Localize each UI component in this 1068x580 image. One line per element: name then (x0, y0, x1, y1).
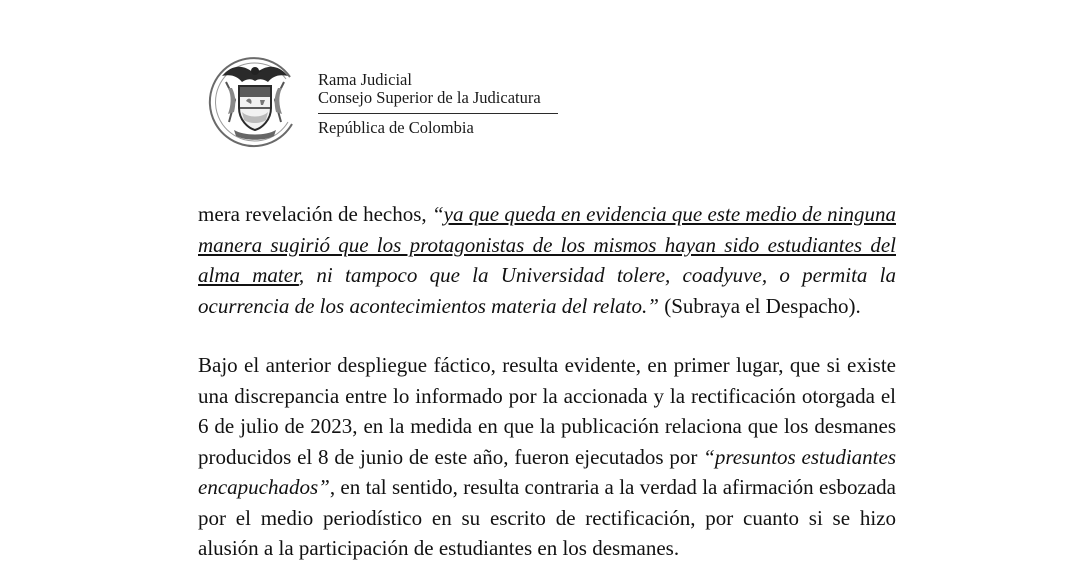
paragraph-analysis-intro: Bajo el anterior despliegue fáctico, resulta evidente, en primer lugar, que si existe una discrepancia entre lo informado por la accionada y la rectificación otorgada el 6 de julio de 2023, en la medida en que la publicación relaciona que los desmanes producidos el 8 de junio de este año, fueron ejecutados por (198, 353, 896, 469)
paragraph-analysis-rest: , en tal sentido, resulta contraria a la verdad la afirmación esbozada por el medio periodístico en su escrito de rectificación, por cuanto si se hizo alusión a la participación de estudiantes en los desmanes. (198, 475, 896, 560)
paragraph-quote-tail: (Subraya el Despacho). (658, 293, 861, 318)
letterhead-line-rama-judicial: Rama Judicial (318, 70, 412, 89)
paragraph-analysis (198, 350, 896, 564)
letterhead-line-republica: República de Colombia (318, 118, 474, 137)
paragraph-quote-lead: mera revelación de hechos, (198, 202, 432, 226)
letterhead (204, 52, 564, 152)
paragraph-quote (198, 199, 896, 321)
letterhead-text (318, 71, 564, 137)
quote-open-mark: “ (431, 202, 444, 226)
letterhead-line-consejo: Consejo Superior de la Judicatura (318, 88, 541, 107)
letterhead-divider (318, 113, 558, 114)
inline-quote: “presuntos estudiantes encapuchados” (198, 444, 896, 499)
underlined-quote: ya que queda en evidencia que este medio de ninguna manera sugirió que los protagonistas de los mismos hayan sido estudiantes del alma mater (198, 202, 896, 287)
coat-of-arms-seal-icon (204, 52, 306, 152)
document-body (198, 199, 896, 564)
quote-continuation: , ni tampoco que la Universidad tolere, coadyuve, o permita la ocurrencia de los acontecimientos materia del relato.” (198, 263, 896, 318)
